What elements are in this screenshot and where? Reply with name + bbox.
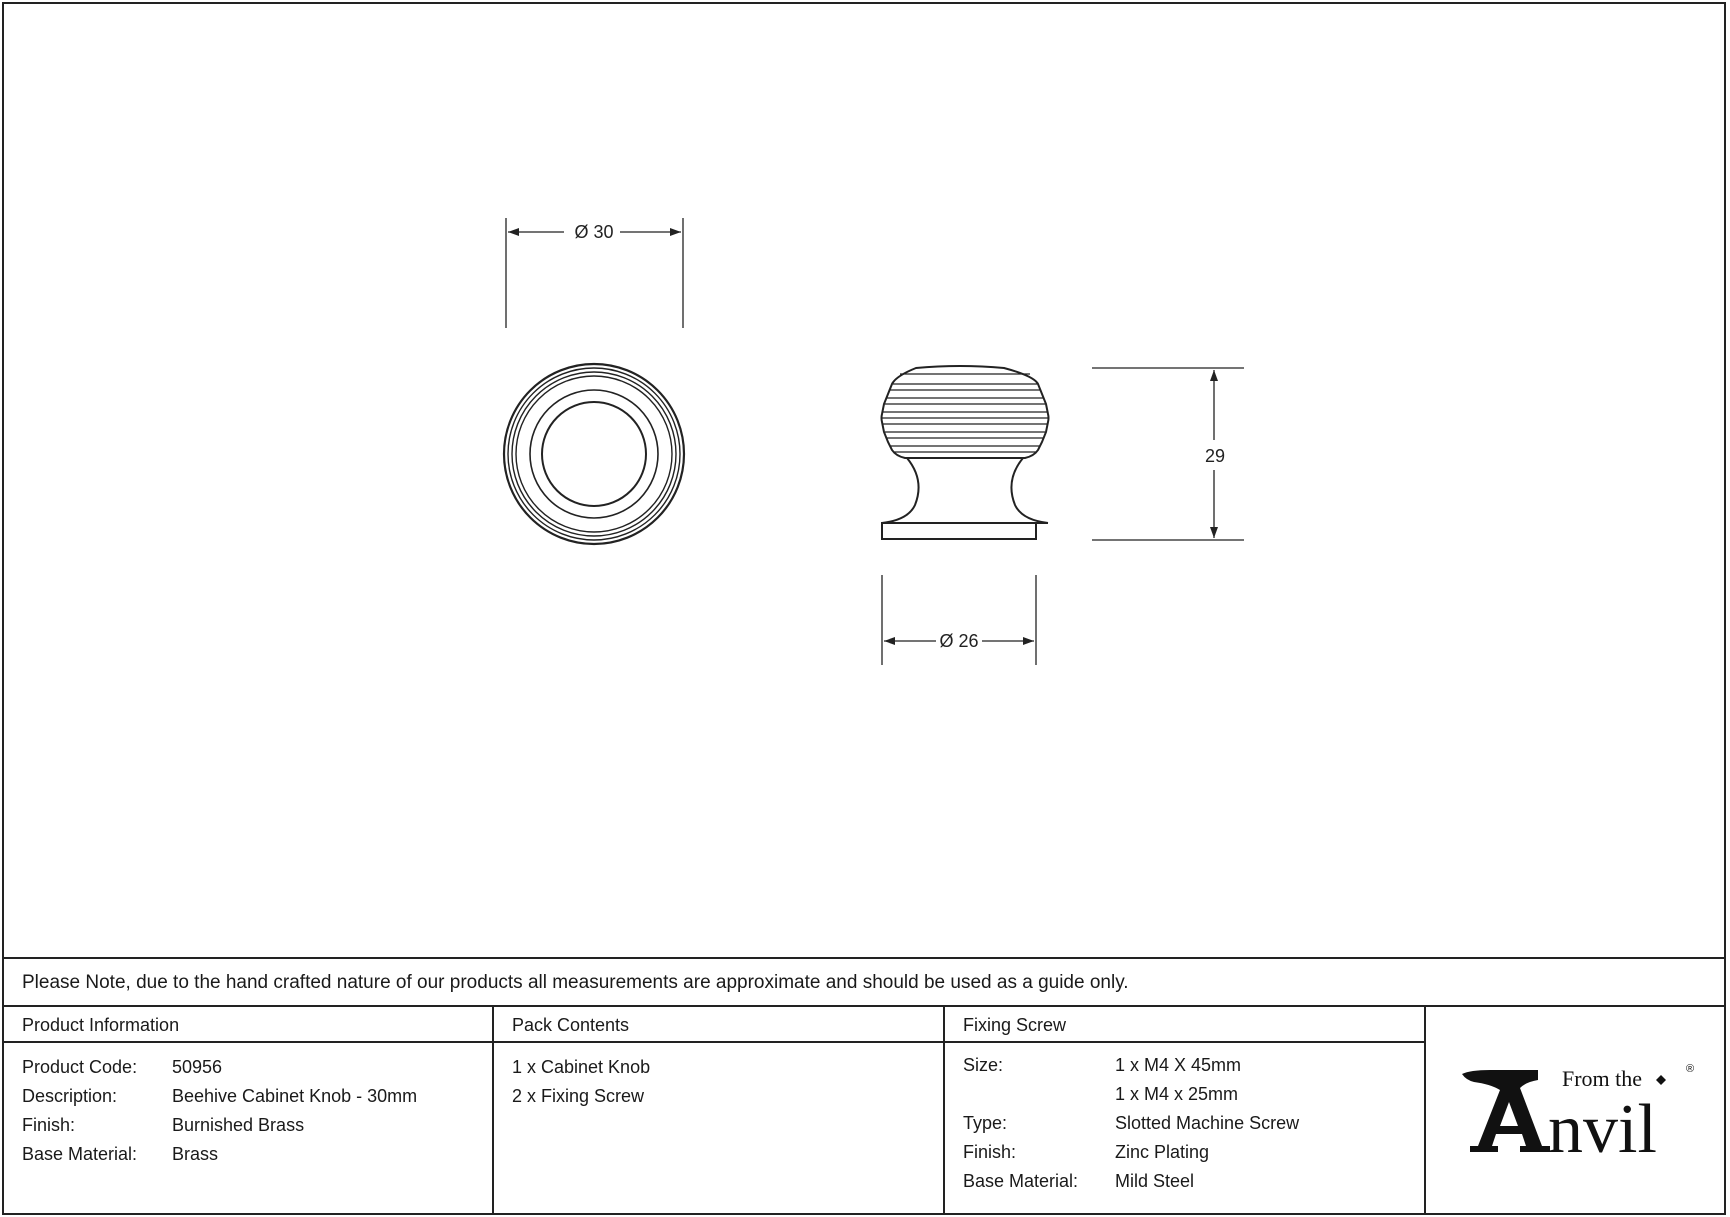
info-value: 50956 — [172, 1057, 223, 1077]
top-diameter-label: Ø 30 — [574, 222, 614, 242]
info-label: Product Code: — [22, 1057, 138, 1077]
fixing-screw-heading: Fixing Screw — [945, 1007, 1424, 1043]
info-label: Finish: — [22, 1115, 76, 1135]
anvil-icon — [1462, 1070, 1550, 1152]
screw-value: 1 x M4 x 25mm — [1115, 1084, 1239, 1104]
screw-label: Finish: — [963, 1142, 1017, 1162]
pack-contents-heading: Pack Contents — [494, 1007, 943, 1043]
column-divider — [1424, 1007, 1426, 1215]
from-the-anvil-logo — [1460, 1060, 1700, 1170]
logo-registered-mark: ® — [1686, 1063, 1695, 1075]
screw-value: Mild Steel — [1115, 1171, 1195, 1191]
knob-top-view — [504, 364, 684, 544]
base-diameter-dimension — [882, 575, 1036, 665]
product-information-section — [4, 1007, 492, 1215]
info-value: Brass — [172, 1144, 219, 1164]
screw-value: Slotted Machine Screw — [1115, 1113, 1300, 1133]
height-label: 29 — [1204, 446, 1226, 466]
screw-value: Zinc Plating — [1115, 1142, 1210, 1162]
pack-contents-section — [494, 1007, 943, 1215]
pack-item: 2 x Fixing Screw — [512, 1086, 645, 1106]
screw-label: Size: — [963, 1055, 1004, 1075]
product-information-heading: Product Information — [4, 1007, 492, 1043]
screw-label: Type: — [963, 1113, 1008, 1133]
screw-value: 1 x M4 X 45mm — [1115, 1055, 1242, 1075]
info-label: Description: — [22, 1086, 118, 1106]
measurement-note: Please Note, due to the hand crafted nature of our products all measurements are approximate and should be used as a guide only. — [4, 957, 1726, 1007]
base-diameter-label: Ø 26 — [939, 631, 979, 651]
info-value: Burnished Brass — [172, 1115, 305, 1135]
diamond-icon — [1656, 1075, 1666, 1085]
knob-side-view — [882, 366, 1049, 539]
info-label: Base Material: — [22, 1144, 138, 1164]
screw-label: Base Material: — [963, 1171, 1079, 1191]
pack-item: 1 x Cabinet Knob — [512, 1057, 651, 1077]
info-value: Beehive Cabinet Knob - 30mm — [172, 1086, 418, 1106]
fixing-screw-section — [945, 1007, 1424, 1215]
logo-main-text: nvil — [1548, 1091, 1657, 1168]
logo-top-text: From the — [1562, 1066, 1643, 1091]
